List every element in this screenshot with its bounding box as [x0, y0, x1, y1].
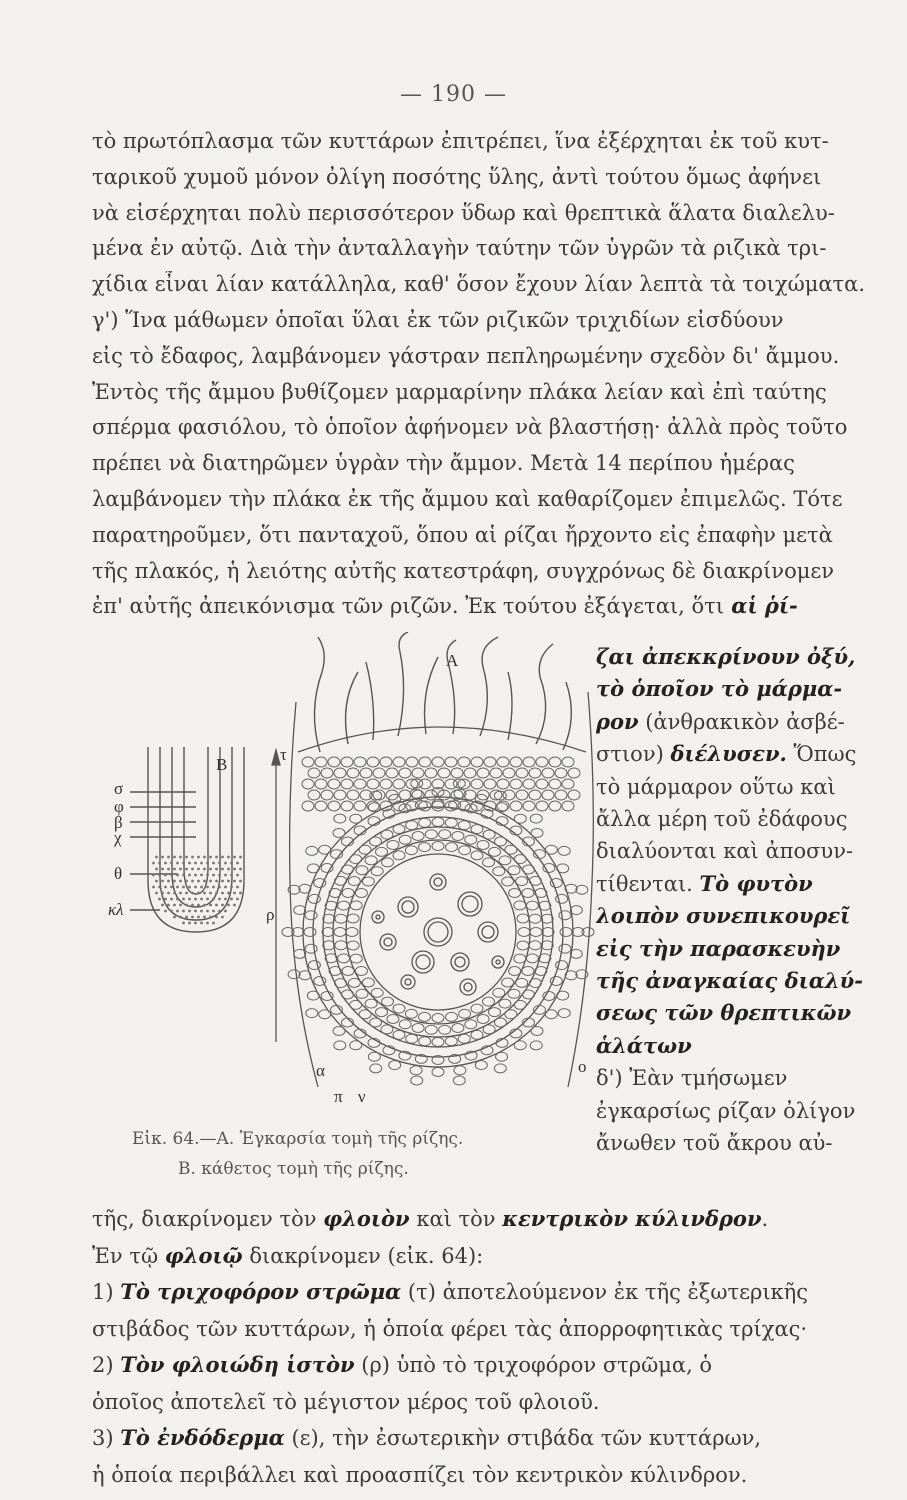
text-line-content: τὸ μάρμαρον οὕτω καὶ — [596, 774, 836, 799]
text-line — [92, 1316, 892, 1342]
text-line-content: Ἐν τῷ — [92, 1243, 165, 1268]
scale-arrow — [272, 750, 280, 1042]
text-line — [596, 676, 896, 702]
text-line-content: ἄλλα μέρη τοῦ ἐδάφους — [596, 807, 848, 831]
emphasis-text: διέλυσεν. — [670, 741, 787, 767]
emphasis-text: λοιπὸν συνεπικουρεῖ — [596, 903, 851, 929]
text-line-content: 2) — [92, 1353, 121, 1377]
text-line-content: μένα ἐν αὐτῷ. Διὰ τὴν ἀνταλλαγὴν ταύτην τῶν ὑγρῶν τὰ ριζικὰ τρι- — [92, 236, 827, 261]
text-line — [596, 936, 896, 962]
text-line-content: διακρίνομεν (εἰκ. 64): — [242, 1243, 484, 1268]
emphasis-text: Τὸ ἐνδόδερμα — [120, 1425, 285, 1450]
text-line — [92, 1425, 892, 1451]
text-line-content: Ὅπως — [786, 742, 857, 767]
label-omicron: ο — [578, 1057, 587, 1076]
emphasis-text: σεως τῶν θρεπτικῶν — [596, 1000, 852, 1026]
emphasis-text: τῆς ἀναγκαίας διαλύ- — [596, 968, 863, 993]
text-line — [596, 644, 896, 670]
text-line — [596, 968, 896, 994]
text-line — [596, 774, 896, 800]
text-line — [92, 1389, 892, 1415]
text-line-content: (τ) ἀποτελούμενον ἐκ τῆς ἐξωτερικῆς — [401, 1280, 809, 1304]
text-line — [596, 903, 896, 929]
text-line-content: ἐπ' αὐτῆς ἀπεικόνισμα τῶν ριζῶν. Ἐκ τούτου ἐξάγεται, ὅτι — [92, 594, 724, 619]
text-line-content: παρατηροῦμεν, ὅτι πανταχοῦ, ὅπου αἱ ρίζαι ἤρχοντο εἰς ἐπαφὴν μετὰ — [92, 522, 833, 547]
text-line-content: καὶ τὸν — [409, 1207, 503, 1231]
text-line-content: ταρικοῦ χυμοῦ μόνον ὀλίγη ποσότης ὕλης, ἀντὶ τούτου ὅμως ἀφήνει — [92, 164, 822, 189]
text-line-content: στιβάδος τῶν κυττάρων, ἡ ὁποία φέρει τὰς ἀπορροφητικὰς τρίχας· — [92, 1316, 808, 1341]
text-line — [92, 128, 892, 154]
text-line — [92, 558, 892, 584]
text-line-content: (ἀνθρακικὸν ἀσβέ- — [638, 709, 845, 734]
text-line-content: . — [761, 1207, 769, 1231]
text-line — [596, 709, 896, 735]
text-line-content: 3) — [92, 1426, 121, 1450]
emphasis-text: ρον — [596, 708, 639, 734]
emphasis-text: ἁλάτων — [596, 1032, 692, 1058]
text-line — [92, 235, 892, 261]
root-section-figure — [108, 632, 596, 1102]
text-line-content: ὁποῖος ἀποτελεῖ τὸ μέγιστον μέρος τοῦ φλοιοῦ. — [92, 1389, 600, 1414]
text-line-content: γ') Ἵνα μάθωμεν ὁποῖαι ὕλαι ἐκ τῶν ριζικῶν τριχιδίων εἰσδύουν — [92, 308, 784, 332]
emphasis-text: τὸ ὁποῖον τὸ μάρμα- — [596, 676, 843, 702]
text-line-content: τίθενται. — [596, 871, 700, 896]
text-line — [596, 838, 896, 864]
text-line-content: (ρ) ὑπὸ τὸ τριχοφόρον στρῶμα, ὁ — [354, 1353, 713, 1377]
label-A: A — [446, 651, 459, 670]
label-gamma: γ — [358, 1087, 366, 1102]
text-line-content: νὰ εἰσέρχηται πολὺ περισσότερον ὕδωρ καὶ θρεπτικὰ ἅλατα διαλελυ- — [92, 200, 835, 225]
emphasis-text: ζαι ἀπεκκρίνουν ὀξύ, — [596, 644, 856, 669]
figure-caption-line-2: Β. κάθετος τομὴ τῆς ρίζης. — [178, 1159, 409, 1179]
text-line-content: τῆς, διακρίνομεν τὸν — [92, 1207, 324, 1231]
label-sigma: σ — [114, 779, 124, 798]
emphasis-text: Τὸν φλοιώδη ἱστὸν — [120, 1352, 355, 1377]
text-line-content: (ε), τὴν ἐσωτερικὴν στιβάδα τῶν κυττάρων, — [284, 1426, 762, 1450]
label-theta: θ — [114, 864, 123, 883]
text-line — [92, 271, 892, 297]
text-line-content: στιον) — [596, 742, 671, 767]
label-pi: π — [334, 1087, 343, 1102]
page-number: — 190 — — [400, 82, 507, 107]
text-line-content: 1) — [92, 1280, 121, 1304]
text-line — [596, 1000, 896, 1026]
text-line-content: διαλύονται καὶ ἀποσυν- — [596, 839, 854, 864]
text-line — [92, 200, 892, 226]
text-line — [92, 1462, 892, 1488]
label-kappa-lambda: κλ — [108, 900, 124, 919]
text-line — [92, 343, 892, 369]
label-B: B — [216, 755, 228, 774]
text-line — [92, 1243, 892, 1269]
label-chi: χ — [114, 828, 122, 847]
text-line — [92, 593, 892, 619]
emphasis-text: αἱ ῥί- — [723, 593, 798, 619]
text-line — [596, 1033, 896, 1059]
label-tau: τ — [280, 745, 287, 764]
text-line — [92, 414, 892, 440]
text-line — [92, 1206, 892, 1232]
text-line — [92, 522, 892, 548]
text-line — [596, 871, 896, 897]
text-line — [596, 1098, 896, 1124]
emphasis-text: κεντρικὸν κύλινδρον — [502, 1206, 762, 1231]
text-line-content: εἰς τὸ ἔδαφος, λαμβάνομεν γάστραν πεπληρωμένην σχεδὸν δι' ἄμμου. — [92, 343, 840, 368]
text-line — [92, 379, 892, 405]
emphasis-text: φλοιῷ — [164, 1242, 243, 1268]
figure-caption-line-1: Εἰκ. 64.—Α. Ἐγκαρσία τομὴ τῆς ρίζης. — [132, 1129, 464, 1149]
text-line — [92, 307, 892, 333]
text-line-content: Ἐντὸς τῆς ἄμμου βυθίζομεν μαρμαρίνην πλάκα λείαν καὶ ἐπὶ ταύτης — [92, 379, 827, 404]
text-line-content: πρέπει νὰ διατηρῶμεν ὑγρὰν τὴν ἄμμον. Μετὰ 14 περίπου ἡμέρας — [92, 451, 795, 476]
text-line — [92, 164, 892, 190]
text-line-content: σπέρμα φασιόλου, τὸ ὁποῖον ἀφήνομεν νὰ βλαστήσῃ· ἀλλὰ πρὸς τοῦτο — [92, 415, 848, 440]
label-rho: ρ — [266, 905, 275, 924]
text-line — [92, 486, 892, 512]
text-line — [92, 450, 892, 476]
text-line — [92, 1279, 892, 1305]
text-line-content: χίδια εἶναι λίαν κατάλληλα, καθ' ὅσον ἔχουν λίαν λεπτὰ τὰ τοιχώματα. — [92, 272, 866, 297]
text-line-content: ἡ ὁποία περιβάλλει καὶ προασπίζει τὸν κεντρικὸν κύλινδρον. — [92, 1462, 748, 1487]
emphasis-text: φλοιὸν — [323, 1206, 410, 1231]
text-line — [92, 1352, 892, 1378]
label-phi: φ — [114, 797, 124, 816]
text-line-content: λαμβάνομεν τὴν πλάκα ἐκ τῆς ἄμμου καὶ καθαρίζομεν ἐπιμελῶς. Τότε — [92, 487, 843, 511]
emphasis-text: Τὸ τριχοφόρον στρῶμα — [120, 1279, 402, 1304]
text-line — [596, 806, 896, 832]
text-line — [596, 741, 896, 767]
text-line-content: ἄνωθεν τοῦ ἄκρου αὐ- — [596, 1131, 833, 1155]
root-section-drawing — [108, 632, 596, 1102]
emphasis-text: εἰς τὴν παρασκευὴν — [596, 935, 841, 961]
text-line-content: ἐγκαρσίως ρίζαν ὀλίγον — [596, 1098, 856, 1123]
emphasis-text: Τὸ φυτὸν — [699, 870, 813, 896]
text-line — [596, 1065, 896, 1091]
text-line-content: τὸ πρωτόπλασμα τῶν κυττάρων ἐπιτρέπει, ἵνα ἐξέρχηται ἐκ τοῦ κυτ- — [92, 129, 829, 153]
label-beta: β — [114, 813, 123, 832]
text-line-content: δ') Ἐὰν τμήσωμεν — [596, 1066, 788, 1091]
text-line-content: τῆς πλακός, ἡ λειότης αὐτῆς κατεστράφη, συγχρόνως δὲ διακρίνομεν — [92, 558, 835, 583]
label-alpha: α — [316, 1061, 325, 1080]
